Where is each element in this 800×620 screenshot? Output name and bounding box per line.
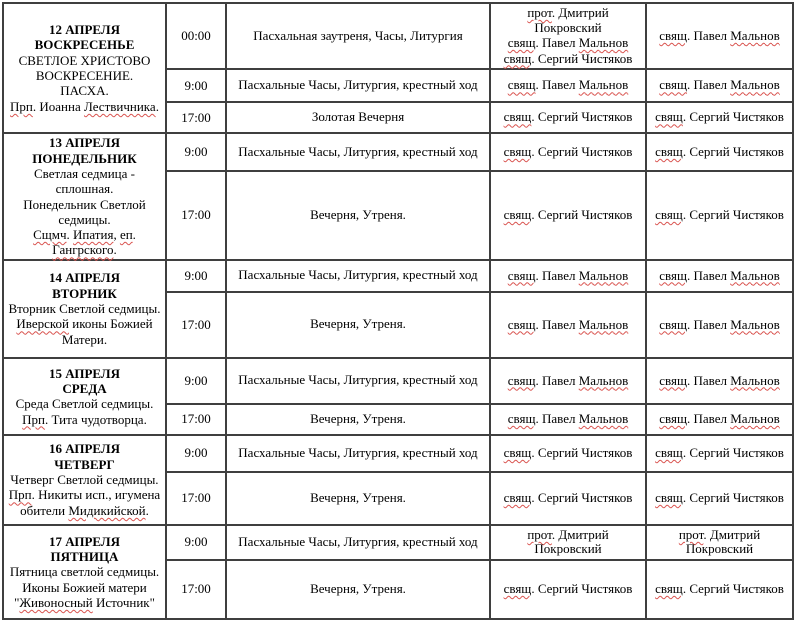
time-cell: [166, 404, 226, 435]
text-segment: . Сергий Чистяков: [682, 581, 784, 597]
day-title: [8, 135, 161, 166]
day-title: [8, 270, 161, 301]
time-label: 9:00: [184, 445, 208, 461]
service-cell: [226, 435, 490, 472]
schedule-row: [3, 435, 793, 472]
text-segment: ПАСХА.: [60, 83, 109, 99]
priest-cell-2: [646, 472, 793, 525]
misspelled-word: свящ: [659, 27, 688, 43]
day-title-line: ПОНЕДЕЛЬНИК: [32, 150, 137, 166]
day-cell: [3, 260, 166, 358]
day-title-line: ЧЕТВЕРГ: [54, 456, 115, 472]
time-label: 17:00: [181, 109, 211, 125]
text-segment: . Павел: [535, 316, 579, 332]
priest-name: [651, 110, 788, 125]
misspelled-word: Мальнов: [730, 27, 780, 43]
service-label: Вечерня, Утреня.: [310, 316, 406, 332]
day-description: [8, 396, 161, 427]
priest-name: [495, 36, 641, 51]
text-segment: . Сергий Чистяков: [531, 50, 633, 66]
day-description: [8, 166, 161, 258]
text-segment: . Сергий Чистяков: [531, 207, 633, 223]
priest-cell-1: [490, 3, 646, 69]
misspelled-word: Мальнов: [578, 35, 629, 51]
schedule-table: [2, 2, 794, 620]
priest-cell-1: [490, 435, 646, 472]
misspelled-word: Мальнов: [578, 77, 629, 93]
text-segment: .: [145, 502, 149, 518]
service-label: Золотая Вечерня: [311, 109, 405, 125]
priest-name: [495, 208, 641, 223]
misspelled-word: свящ: [655, 109, 683, 125]
misspelled-word: Мальнов: [578, 267, 629, 283]
service-label: Пасхальные Часы, Литургия, крестный ход: [238, 533, 478, 549]
text-segment: . Павел: [687, 77, 731, 93]
schedule-row: [3, 260, 793, 292]
time-cell: [166, 525, 226, 560]
priest-name: [651, 582, 788, 597]
day-title-line: 12 АПРЕЛЯ: [49, 22, 120, 38]
misspelled-word: Лествичника: [83, 98, 156, 114]
text-segment: .: [155, 98, 159, 114]
text-segment: . Сергий Чистяков: [531, 109, 633, 125]
misspelled-word: Ипатия: [73, 227, 114, 243]
priest-cell-2: [646, 102, 793, 133]
day-title: [8, 22, 161, 53]
priest-name: [651, 29, 788, 44]
misspelled-word: Гангрского: [52, 242, 114, 258]
day-title-line: 16 АПРЕЛЯ: [49, 441, 120, 457]
day-title: [8, 366, 161, 397]
text-segment: Пятница светлой седмицы.: [9, 564, 160, 580]
service-cell: [226, 69, 490, 102]
misspelled-word: свящ: [507, 77, 536, 93]
text-segment: .: [66, 227, 74, 243]
priest-cell-2: [646, 560, 793, 619]
misspelled-word: свящ: [507, 316, 536, 332]
schedule-row: [3, 3, 793, 69]
text-segment: . Сергий Чистяков: [531, 143, 633, 159]
day-title-line: СРЕДА: [62, 380, 107, 396]
text-segment: Четверг Светлой седмицы.: [10, 472, 159, 488]
priest-name: [495, 78, 641, 93]
text-segment: .: [132, 227, 136, 243]
misspelled-word: еп: [119, 227, 133, 243]
time-label: 17:00: [181, 316, 211, 332]
day-description: [8, 564, 161, 610]
text-segment: . Павел: [687, 27, 731, 43]
priest-cell-2: [646, 358, 793, 404]
text-segment: . Павел: [687, 411, 731, 427]
day-title-line: 17 АПРЕЛЯ: [49, 533, 120, 549]
time-label: 17:00: [181, 581, 211, 597]
day-cell: [3, 435, 166, 525]
misspelled-word: Живоносный: [19, 594, 93, 610]
service-label: Вечерня, Утреня.: [310, 580, 406, 596]
priest-cell-1: [490, 171, 646, 260]
text-segment: . Павел: [535, 35, 579, 51]
priest-name: [651, 412, 788, 427]
service-cell: [226, 292, 490, 358]
priest-cell-1: [490, 69, 646, 102]
misspelled-word: свящ: [503, 207, 532, 223]
misspelled-word: прот: [527, 5, 552, 20]
misspelled-word: свящ: [655, 581, 683, 597]
day-title-line: 15 АПРЕЛЯ: [49, 365, 120, 381]
misspelled-word: Мальнов: [730, 372, 780, 388]
priest-name: [495, 582, 641, 597]
misspelled-word: свящ: [503, 143, 532, 159]
priest-name: [651, 528, 788, 557]
misspelled-word: свящ: [659, 372, 688, 388]
day-description: [8, 472, 161, 518]
text-segment: . Сергий Чистяков: [682, 109, 784, 125]
misspelled-word: прот: [527, 526, 552, 542]
time-label: 17:00: [181, 411, 211, 427]
day-title: [8, 441, 161, 472]
time-cell: [166, 3, 226, 69]
text-segment: Светлая седмица - сплошная.: [34, 165, 135, 197]
misspelled-word: Прп: [8, 487, 32, 503]
text-segment: . Павел: [535, 411, 579, 427]
text-segment: иконы Божией Матери.: [61, 316, 153, 347]
time-cell: [166, 560, 226, 619]
misspelled-word: Иверской: [16, 316, 69, 332]
time-cell: [166, 133, 226, 171]
misspelled-word: Прп: [10, 98, 33, 114]
time-cell: [166, 292, 226, 358]
service-label: Вечерня, Утреня.: [310, 206, 406, 222]
text-segment: . Иоанна: [32, 98, 84, 114]
priest-cell-1: [490, 102, 646, 133]
text-segment: . Павел: [535, 77, 579, 93]
priest-cell-2: [646, 3, 793, 69]
priest-name: [495, 52, 641, 67]
day-title-line: ВОСКРЕСЕНЬЕ: [34, 37, 135, 53]
time-label: 9:00: [184, 534, 208, 550]
priest-cell-1: [490, 404, 646, 435]
priest-cell-2: [646, 69, 793, 102]
misspelled-word: свящ: [503, 50, 532, 66]
priest-cell-2: [646, 435, 793, 472]
misspelled-word: свящ: [507, 411, 536, 427]
day-cell: [3, 3, 166, 133]
time-cell: [166, 472, 226, 525]
text-segment: Среда Светлой седмицы.: [15, 396, 154, 412]
misspelled-word: свящ: [659, 316, 688, 332]
priest-name: [651, 208, 788, 223]
priest-name: [495, 110, 641, 125]
priest-name: [651, 374, 788, 389]
misspelled-word: свящ: [659, 77, 688, 93]
day-title: [8, 534, 161, 565]
priest-name: [495, 269, 641, 284]
priest-cell-1: [490, 133, 646, 171]
service-cell: [226, 171, 490, 260]
misspelled-word: свящ: [659, 267, 688, 283]
day-title-line: 13 АПРЕЛЯ: [49, 135, 120, 151]
service-label: Вечерня, Утреня.: [310, 410, 406, 426]
service-label: Пасхальные Часы, Литургия, крестный ход: [238, 444, 478, 460]
misspelled-word: свящ: [503, 445, 532, 461]
service-cell: [226, 3, 490, 69]
day-title-line: ВТОРНИК: [52, 285, 117, 301]
priest-name: [495, 6, 641, 35]
day-description: [8, 53, 161, 114]
service-cell: [226, 404, 490, 435]
service-cell: [226, 102, 490, 133]
text-segment: . Тита чудотворца.: [45, 411, 147, 427]
text-segment: . Сергий Чистяков: [682, 207, 784, 223]
misspelled-word: Сщмч: [33, 227, 67, 243]
priest-cell-1: [490, 472, 646, 525]
priest-cell-1: [490, 292, 646, 358]
text-segment: Источник": [92, 594, 155, 610]
text-segment: СВЕТЛОЕ ХРИСТОВО ВОСКРЕСЕНИЕ.: [18, 52, 151, 84]
service-cell: [226, 133, 490, 171]
text-segment: . Никиты исп., игумена обители: [20, 487, 161, 518]
misspelled-word: свящ: [503, 581, 532, 597]
misspelled-word: Мальнов: [578, 372, 629, 388]
misspelled-word: свящ: [655, 445, 683, 461]
misspelled-word: свящ: [655, 207, 683, 223]
misspelled-word: свящ: [507, 372, 536, 388]
priest-cell-2: [646, 133, 793, 171]
priest-cell-1: [490, 260, 646, 292]
schedule-row: [3, 358, 793, 404]
day-title-line: 14 АПРЕЛЯ: [49, 270, 120, 286]
misspelled-word: Мальнов: [730, 316, 780, 332]
priest-cell-1: [490, 358, 646, 404]
priest-cell-2: [646, 292, 793, 358]
day-cell: [3, 525, 166, 619]
time-cell: [166, 358, 226, 404]
day-title-line: ПЯТНИЦА: [50, 548, 119, 564]
text-segment: . Павел: [687, 316, 731, 332]
text-segment: ,: [113, 227, 120, 243]
priest-cell-2: [646, 525, 793, 560]
time-label: 17:00: [181, 207, 211, 223]
text-segment: . Дмитрий Покровский: [534, 5, 609, 35]
service-cell: [226, 472, 490, 525]
misspelled-word: Мальнов: [578, 411, 629, 427]
service-label: Пасхальные Часы, Литургия, крестный ход: [238, 143, 478, 159]
text-segment: . Сергий Чистяков: [682, 143, 784, 159]
text-segment: . Павел: [535, 372, 579, 388]
text-segment: Иконы Божией матери ": [14, 579, 147, 610]
text-segment: . Сергий Чистяков: [531, 490, 633, 506]
text-segment: . Дмитрий Покровский: [685, 526, 761, 557]
time-label: 9:00: [184, 77, 208, 93]
service-label: Пасхальные Часы, Литургия, крестный ход: [238, 372, 478, 388]
priest-name: [495, 145, 641, 160]
service-label: Вечерня, Утреня.: [310, 489, 406, 505]
text-segment: . Сергий Чистяков: [682, 490, 784, 506]
misspelled-word: Мальнов: [730, 77, 780, 93]
service-label: Пасхальные Часы, Литургия, крестный ход: [238, 267, 478, 283]
priest-name: [495, 412, 641, 427]
service-cell: [226, 260, 490, 292]
misspelled-word: Прп: [22, 411, 46, 427]
text-segment: .: [113, 242, 117, 258]
day-cell: [3, 133, 166, 260]
misspelled-word: Мальнов: [578, 316, 629, 332]
time-cell: [166, 69, 226, 102]
priest-cell-1: [490, 560, 646, 619]
misspelled-word: свящ: [503, 109, 532, 125]
priest-name: [495, 374, 641, 389]
day-cell: [3, 358, 166, 435]
priest-name: [651, 269, 788, 284]
priest-name: [651, 446, 788, 461]
misspelled-word: свящ: [507, 35, 536, 51]
priest-name: [495, 528, 641, 557]
priest-name: [495, 446, 641, 461]
day-description: [8, 301, 161, 347]
time-label: 17:00: [181, 490, 211, 506]
priest-name: [495, 318, 641, 333]
schedule-table-body: [3, 3, 793, 619]
priest-cell-2: [646, 171, 793, 260]
misspelled-word: свящ: [503, 490, 532, 506]
text-segment: . Павел: [687, 267, 731, 283]
time-cell: [166, 260, 226, 292]
text-segment: Вторник Светлой седмицы.: [8, 301, 161, 317]
time-cell: [166, 435, 226, 472]
time-cell: [166, 102, 226, 133]
text-segment: . Павел: [687, 372, 731, 388]
misspelled-word: Мальнов: [730, 411, 780, 427]
priest-name: [651, 145, 788, 160]
time-label: 9:00: [184, 267, 208, 283]
misspelled-word: свящ: [507, 267, 536, 283]
priest-name: [651, 78, 788, 93]
misspelled-word: прот: [678, 526, 704, 542]
priest-name: [495, 491, 641, 506]
time-label: 9:00: [184, 143, 208, 159]
text-segment: . Павел: [535, 267, 579, 283]
misspelled-word: Мидикийской: [68, 502, 146, 518]
schedule-row: [3, 525, 793, 560]
priest-name: [651, 318, 788, 333]
text-segment: Понедельник Светлой седмицы.: [23, 196, 146, 227]
service-label: Пасхальные Часы, Литургия, крестный ход: [238, 77, 478, 93]
misspelled-word: Мальнов: [730, 267, 780, 283]
priest-cell-2: [646, 404, 793, 435]
time-label: 9:00: [184, 372, 208, 388]
service-cell: [226, 358, 490, 404]
service-cell: [226, 560, 490, 619]
time-cell: [166, 171, 226, 260]
priest-cell-2: [646, 260, 793, 292]
service-label: Пасхальная заутреня, Часы, Литургия: [253, 27, 463, 43]
time-label: 00:00: [181, 27, 211, 43]
misspelled-word: свящ: [655, 490, 683, 506]
misspelled-word: свящ: [659, 411, 688, 427]
priest-cell-1: [490, 525, 646, 560]
service-cell: [226, 525, 490, 560]
text-segment: . Дмитрий Покровский: [534, 526, 609, 557]
misspelled-word: свящ: [655, 143, 683, 159]
text-segment: . Сергий Чистяков: [682, 445, 784, 461]
schedule-row: [3, 133, 793, 171]
priest-name: [651, 491, 788, 506]
text-segment: . Сергий Чистяков: [531, 445, 633, 461]
text-segment: . Сергий Чистяков: [531, 581, 633, 597]
